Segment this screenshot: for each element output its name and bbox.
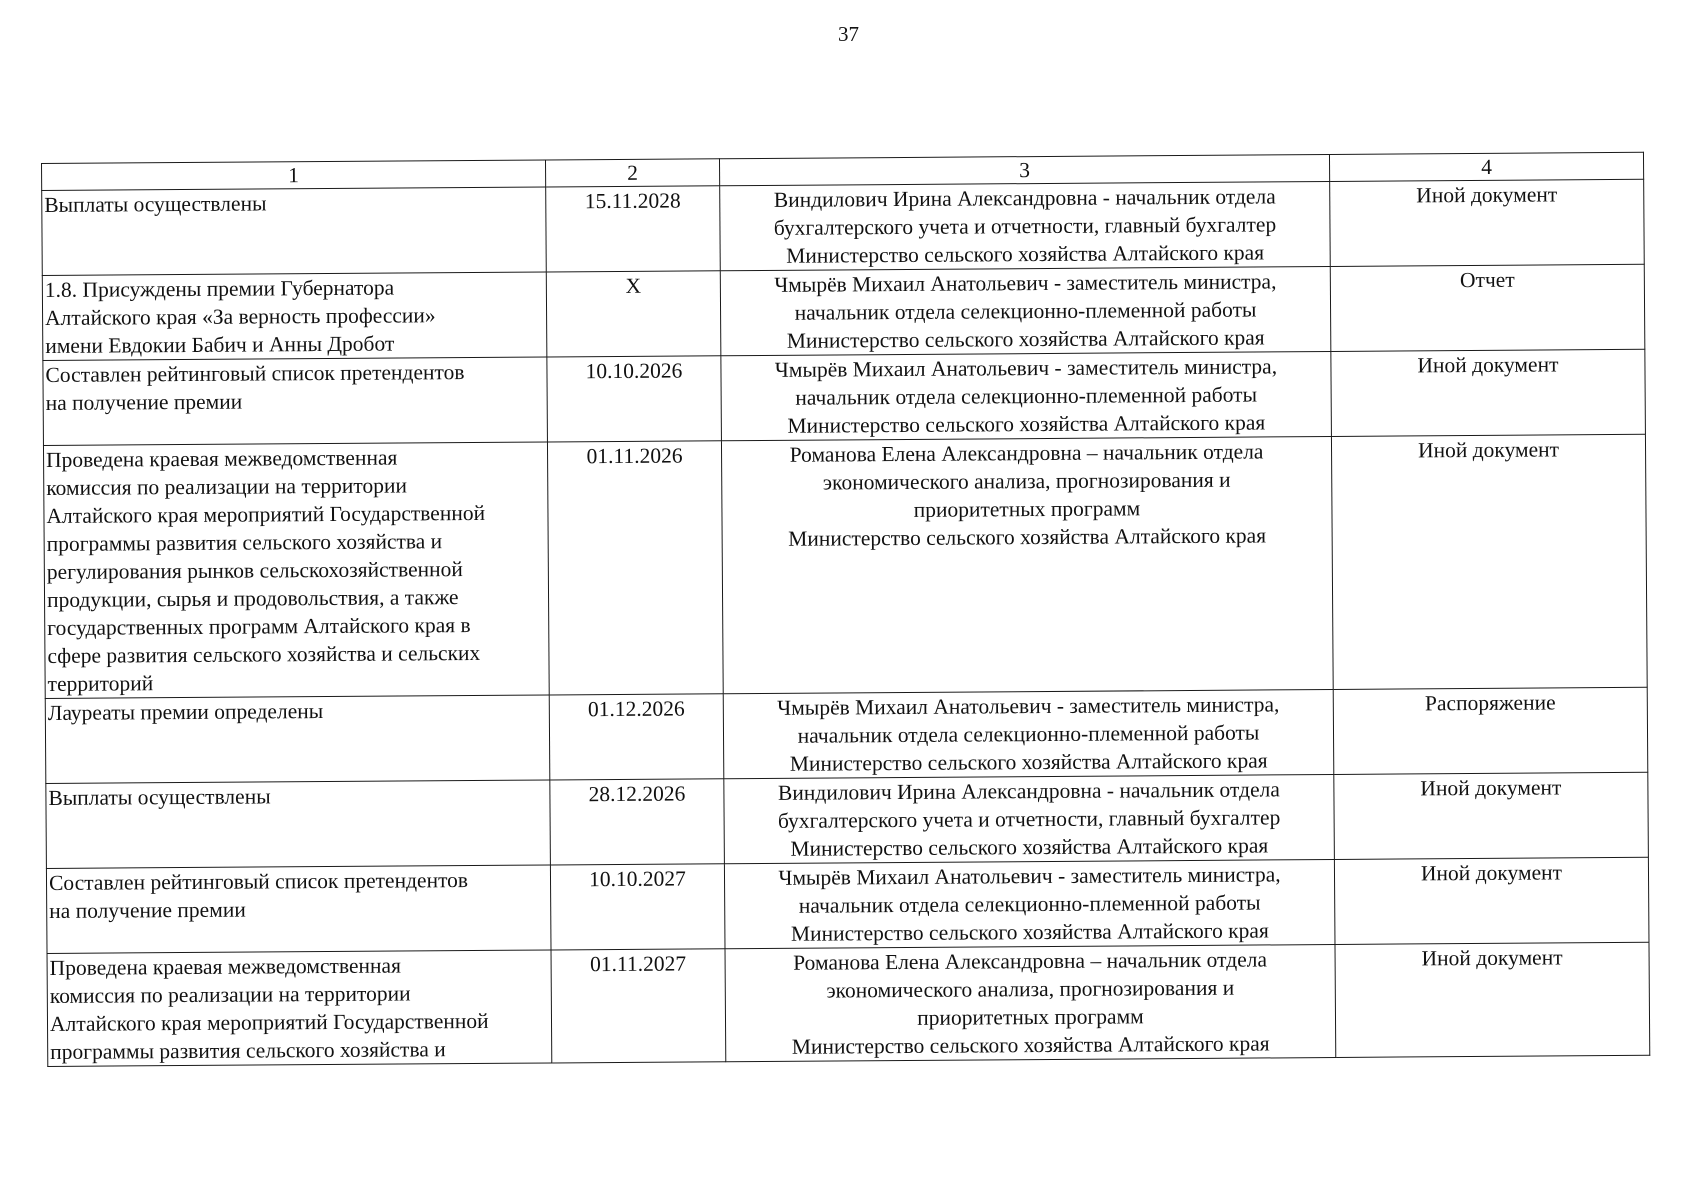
table-row — [45, 687, 1648, 783]
document-type-cell: Иной документ — [1334, 857, 1649, 944]
responsible-text: Чмырёв Михаил Анатольевич - заместитель министра, — [774, 269, 1277, 297]
responsible-cell — [725, 944, 1336, 1061]
responsible-text: Виндилович Ирина Александровна - начальник отдела — [777, 777, 1280, 805]
responsible-cell — [724, 859, 1335, 948]
responsible-cell — [724, 774, 1335, 863]
activities-table — [41, 152, 1650, 1067]
date-cell: X — [546, 271, 721, 357]
table-row — [46, 772, 1649, 868]
document-type-cell: Иной документ — [1330, 179, 1645, 266]
page-number: 37 — [838, 22, 859, 46]
table-row — [47, 942, 1650, 1066]
table-row — [43, 434, 1647, 698]
document-type-cell: Иной документ — [1334, 772, 1649, 859]
responsible-text: начальник отдела селекционно-племенной работы — [794, 297, 1257, 325]
event-cell — [43, 442, 549, 699]
event-cell — [45, 695, 550, 784]
responsible-text: бухгалтерского учета и отчетности, главный бухгалтер — [773, 212, 1277, 240]
event-cell — [42, 187, 547, 276]
responsible-text: Министерство сельского хозяйства Алтайского края — [787, 410, 1266, 438]
responsible-text: Виндилович Ирина Александровна - начальник отдела — [773, 184, 1276, 212]
date-cell: 10.10.2027 — [550, 864, 725, 950]
responsible-text: Министерство сельского хозяйства Алтайского края — [786, 240, 1265, 268]
date-cell: 01.12.2026 — [549, 694, 724, 780]
table-row — [46, 857, 1649, 953]
column-header-1: 1 — [42, 160, 546, 191]
event-cell — [43, 357, 548, 446]
date-cell: 15.11.2028 — [546, 186, 721, 272]
responsible-cell — [721, 436, 1333, 693]
responsible-text: Министерство сельского хозяйства Алтайского края — [791, 1031, 1270, 1059]
event-text: территорий — [47, 671, 154, 696]
event-text: имени Евдокии Бабич и Анны Дробот — [45, 331, 395, 358]
event-text: комиссия по реализации на территории — [49, 981, 411, 1008]
event-text: Выплаты осуществлены — [48, 784, 271, 810]
responsible-text: Чмырёв Михаил Анатольевич - заместитель министра, — [774, 354, 1278, 382]
date-cell: 01.11.2027 — [551, 949, 726, 1063]
event-text: комиссия по реализации на территории — [46, 473, 408, 500]
responsible-text: Министерство сельского хозяйства Алтайского края — [788, 523, 1267, 551]
responsible-cell — [721, 351, 1332, 440]
document-type-cell: Распоряжение — [1333, 687, 1648, 774]
document-type-cell: Отчет — [1330, 264, 1645, 351]
responsible-text: Чмырёв Михаил Анатольевич - заместитель министра, — [777, 692, 1280, 720]
event-text: программы развития сельского хозяйства и — [50, 1037, 446, 1064]
responsible-text: приоритетных программ — [917, 1004, 1144, 1030]
event-text: продукции, сырья и продовольствия, а также — [46, 585, 459, 612]
event-text: Проведена краевая межведомственная — [49, 953, 401, 980]
responsible-cell — [720, 267, 1331, 356]
responsible-text: бухгалтерского учета и отчетности, главный бухгалтер — [777, 805, 1281, 833]
responsible-text: Министерство сельского хозяйства Алтайского края — [789, 748, 1268, 776]
event-text: Алтайского края мероприятий Государственной — [46, 500, 486, 528]
document-type-cell: Иной документ — [1331, 434, 1647, 689]
event-text: Проведена краевая межведомственная — [45, 445, 398, 472]
column-header-4: 4 — [1329, 152, 1643, 181]
document-type-cell: Иной документ — [1331, 349, 1646, 436]
event-text: 1.8. Присуждены премии Губернатора — [44, 275, 395, 302]
table-row — [42, 264, 1645, 360]
responsible-text: начальник отдела селекционно-племенной работы — [798, 890, 1261, 918]
responsible-text: Министерство сельского хозяйства Алтайского края — [790, 918, 1269, 946]
event-text: государственных программ Алтайского края в — [47, 613, 471, 640]
event-text: регулирования рынков сельскохозяйственной — [46, 557, 463, 584]
event-cell — [42, 272, 547, 361]
event-text: Алтайского края мероприятий Государственной — [49, 1008, 489, 1036]
responsible-text: начальник отдела селекционно-племенной работы — [797, 720, 1260, 748]
column-header-2: 2 — [545, 159, 719, 187]
event-cell — [46, 780, 551, 869]
event-text: Составлен рейтинговый список претендентов — [48, 868, 469, 895]
event-text: программы развития сельского хозяйства и — [46, 529, 443, 556]
responsible-cell — [723, 689, 1334, 778]
responsible-text: экономического анализа, прогнозирования и — [826, 975, 1235, 1003]
responsible-text: приоритетных программ — [913, 496, 1141, 522]
event-cell — [47, 950, 552, 1067]
document-type-cell: Иной документ — [1335, 942, 1650, 1057]
column-header-3: 3 — [719, 155, 1329, 186]
event-text: сфере развития сельского хозяйства и сельских — [47, 640, 481, 668]
event-text: Выплаты осуществлены — [44, 191, 267, 217]
event-text: Лауреаты премии определены — [47, 699, 324, 725]
event-text: Составлен рейтинговый список претендентов — [45, 360, 465, 387]
date-cell: 28.12.2026 — [550, 779, 725, 865]
event-text: на получение премии — [49, 897, 246, 923]
responsible-text: экономического анализа, прогнозирования и — [822, 467, 1231, 495]
date-cell: 01.11.2026 — [547, 441, 723, 695]
responsible-text: Романова Елена Александровна – начальник отдела — [793, 947, 1268, 975]
table-row — [43, 349, 1646, 445]
event-cell — [46, 865, 551, 954]
responsible-cell — [720, 182, 1331, 271]
responsible-text: Министерство сельского хозяйства Алтайского края — [790, 833, 1269, 861]
date-cell: 10.10.2026 — [547, 356, 722, 442]
responsible-text: начальник отдела селекционно-племенной работы — [795, 382, 1258, 410]
responsible-text: Чмырёв Михаил Анатольевич - заместитель министра, — [778, 862, 1281, 890]
table-row — [42, 179, 1645, 275]
responsible-text: Романова Елена Александровна – начальник отдела — [789, 439, 1264, 467]
responsible-text: Министерство сельского хозяйства Алтайского края — [786, 325, 1265, 353]
document-table-wrapper — [41, 152, 1649, 1067]
event-text: на получение премии — [45, 389, 243, 415]
event-text: Алтайского края «За верность профессии» — [44, 303, 436, 330]
